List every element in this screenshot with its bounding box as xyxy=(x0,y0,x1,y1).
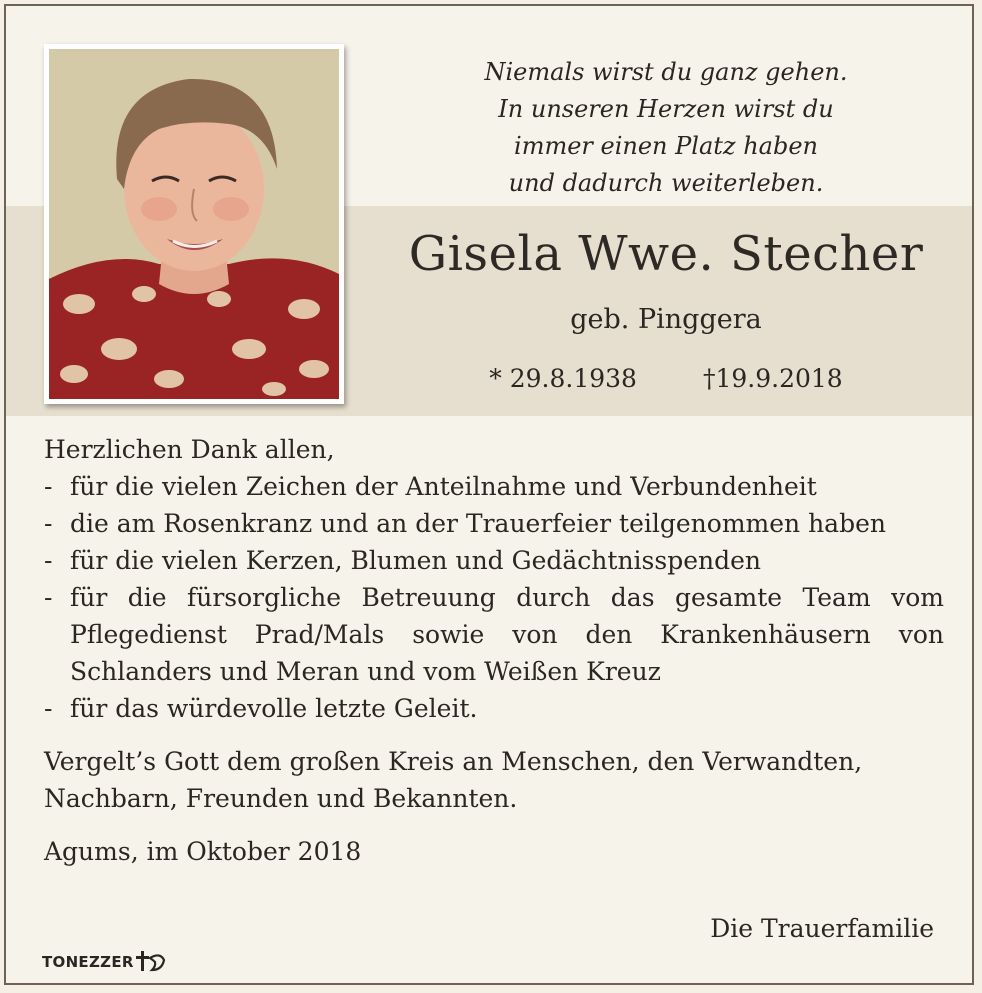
logo-text: TONEZZER xyxy=(42,953,134,971)
deceased-name: Gisela Wwe. Stecher xyxy=(408,226,924,282)
portrait-photo xyxy=(44,44,344,404)
list-item: - für die fürsorgliche Betreuung durch das gesamte Team vom Pflegedienst Prad/Mals sowie von den Krankenhäusern von Schlanders und Meran und vom Weißen Kreuz xyxy=(44,579,944,690)
memorial-quote xyxy=(396,54,936,202)
closing-text: Vergelt’s Gott dem großen Kreis an Menschen, den Verwandten, Nachbarn, Freunden und Bekannten. xyxy=(44,747,863,813)
maiden-name: geb. Pinggera xyxy=(570,304,762,335)
quote-line: In unseren Herzen wirst du xyxy=(498,95,834,123)
portrait-image xyxy=(49,49,339,399)
life-dates xyxy=(376,364,956,393)
cross-dove-icon xyxy=(136,950,166,974)
list-item: - für das würdevolle letzte Geleit. xyxy=(44,690,944,727)
quote-line: immer einen Platz haben xyxy=(514,132,818,160)
list-item: - für die vielen Zeichen der Anteilnahme und Verbundenheit xyxy=(44,468,944,505)
signature: Die Trauerfamilie xyxy=(710,914,934,943)
list-item: - für die vielen Kerzen, Blumen und Gedächtnisspenden xyxy=(44,542,944,579)
quote-line: Niemals wirst du ganz gehen. xyxy=(484,58,848,86)
greeting: Herzlichen Dank allen, xyxy=(44,435,335,464)
obituary-card xyxy=(4,4,974,985)
death-date: †19.9.2018 xyxy=(702,364,843,393)
thanks-message xyxy=(44,431,944,870)
thanks-list xyxy=(44,468,944,727)
funeral-home-logo xyxy=(42,950,166,974)
birth-date: * 29.8.1938 xyxy=(489,364,637,393)
quote-line: und dadurch weiterleben. xyxy=(508,169,824,197)
list-item: - die am Rosenkranz und an der Trauerfeier teilgenommen haben xyxy=(44,505,944,542)
place-date: Agums, im Oktober 2018 xyxy=(44,837,362,866)
